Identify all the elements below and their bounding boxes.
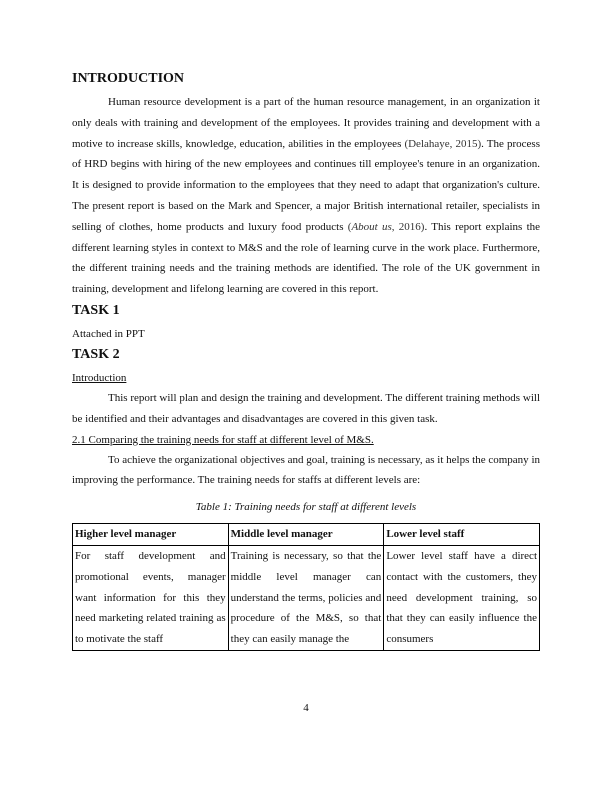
task1-heading: TASK 1	[72, 302, 120, 318]
page-number: 4	[303, 702, 309, 714]
document-page	[72, 70, 540, 651]
training-needs-table	[72, 523, 540, 651]
table-caption: Table 1: Training needs for staff at different levels	[195, 501, 417, 514]
table-header: Lower level staff	[384, 524, 540, 546]
citation-delahaye: (Delahaye, 2015)	[404, 137, 482, 150]
task1-text: Attached in PPT	[72, 327, 145, 340]
section-2-1-heading: 2.1 Comparing the training needs for staff at different level of M&S.	[72, 433, 374, 446]
table-cell: For staff development and promotional events, manager want information for this they need marketing related training as to motivate the staff	[73, 545, 229, 650]
table-header: Middle level manager	[228, 524, 384, 546]
task2-subheading: Introduction	[72, 371, 127, 384]
intro-heading: INTRODUCTION	[72, 71, 185, 86]
table-row	[73, 545, 540, 650]
table-header-row	[73, 524, 540, 546]
task2-heading: TASK 2	[72, 346, 120, 362]
table-cell: Training is necessary, so that the middle level manager can understand the terms, policies and procedure of the M&S, so that they can easily manage the	[228, 545, 384, 650]
section-2-1-paragraph: To achieve the organizational objectives and goal, training is necessary, as it helps the company in improving the performance. The training needs for staffs at different levels are:	[72, 453, 540, 487]
table-cell: Lower level staff have a direct contact with the customers, they need development training, so that they can easily influence the consumers	[384, 545, 540, 650]
table-header: Higher level manager	[73, 524, 229, 546]
intro-paragraph: Human resource development is a part of the human resource management, in an organization it only deals with training and development of the employees. It provides training and development with a motive to increase skills, knowledge, education, abilities in the employees (Delahaye, 2015). The process of HRD begins with hiring of the new employees and continues till employee's tenure in an organization. It is designed to provide information to the employees that they need to adapt that organization's culture. The present report is based on the Mark and Spencer, a major British international retailer, specialists in selling of clothes, home products and luxury food products (About us, 2016). This report explains the different learning styles in context to M&S and the role of learning curve in the work place. Furthermore, the different training needs and the training methods are identified. The role of the UK government in training, development and lifelong learning are covered in this report.	[72, 96, 541, 296]
task2-intro-paragraph: This report will plan and design the training and development. The different training methods will be identified and their advantages and disadvantages are covered in this given task.	[72, 391, 540, 425]
citation-about-us: (About us, 2016)	[347, 220, 425, 233]
